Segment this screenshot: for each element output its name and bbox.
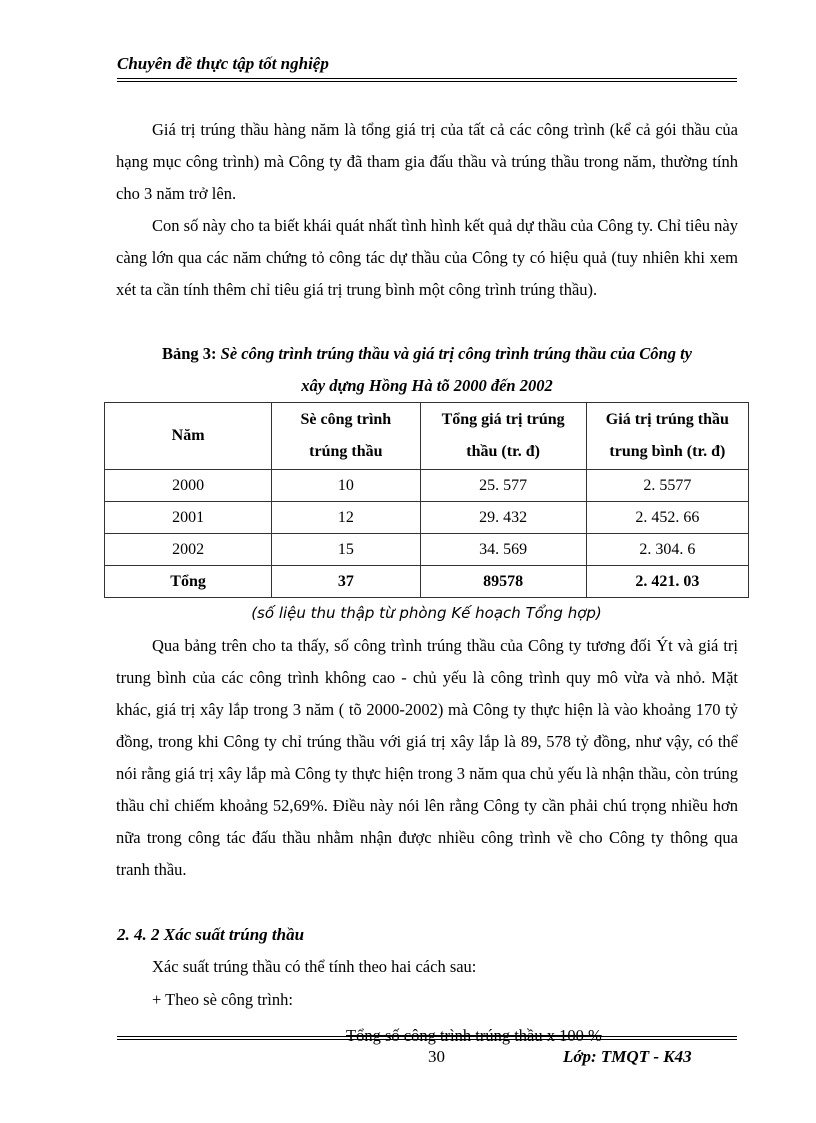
formula-numerator: Tổng số công trình trúng thầu x 100 % bbox=[346, 1026, 602, 1045]
cell-total-average: 2. 421. 03 bbox=[586, 566, 748, 598]
cell-average-value: 2. 452. 66 bbox=[586, 502, 748, 534]
cell-total-value: 34. 569 bbox=[420, 534, 586, 566]
cell-total-count: 37 bbox=[272, 566, 420, 598]
cell-total-label: Tổng bbox=[105, 566, 272, 598]
cell-count: 15 bbox=[272, 534, 420, 566]
page-number: 30 bbox=[428, 1047, 445, 1066]
cell-count: 12 bbox=[272, 502, 420, 534]
cell-average-value: 2. 304. 6 bbox=[586, 534, 748, 566]
table-source-note: (số liệu thu thập từ phòng Kế hoạch Tổng hợp) bbox=[251, 604, 602, 622]
header-average-value bbox=[586, 403, 748, 470]
document-header-title: Chuyên đề thực tập tốt nghiệp bbox=[117, 54, 329, 73]
table-row bbox=[105, 502, 749, 534]
cell-year: 2001 bbox=[105, 502, 272, 534]
header-year-label: Năm bbox=[171, 427, 205, 444]
cell-year: 2002 bbox=[105, 534, 272, 566]
header-year bbox=[105, 403, 272, 470]
header-total-value-label-2: thầu (tr. đ) bbox=[466, 443, 540, 460]
cell-year: 2000 bbox=[105, 470, 272, 502]
footer-rule bbox=[117, 1036, 737, 1040]
header-average-value-label-2: trung bình (tr. đ) bbox=[609, 443, 726, 460]
section-heading: 2. 4. 2 Xác suất trúng thầu bbox=[117, 925, 305, 944]
footer-class-label: Lớp: TMQT - K43 bbox=[563, 1047, 692, 1066]
paragraph-1: Giá trị trúng thầu hàng năm là tổng giá trị của tất cả các công trình (kể cả gói thầu của hạng mục công trình) mà Công ty đã tham gia đấu thầu và trúng thầu trong năm, thường tính cho 3 năm trở lên. bbox=[116, 120, 738, 203]
table-row bbox=[105, 470, 749, 502]
paragraph-2: Con số này cho ta biết khái quát nhất tình hình kết quả dự thầu của Công ty. Chỉ tiêu này càng lớn qua các năm chứng tỏ công tác dự thầu của Công ty có hiệu quả (tuy nhiên khi xem xét ta cần tính thêm chỉ tiêu giá trị trung bình một công trình trúng thầu). bbox=[116, 216, 738, 299]
table-caption bbox=[116, 338, 738, 370]
cell-average-value: 2. 5577 bbox=[586, 470, 748, 502]
table-total-row bbox=[105, 566, 749, 598]
cell-total-value: 25. 577 bbox=[420, 470, 586, 502]
cell-total-sum: 89578 bbox=[420, 566, 586, 598]
header-count-label-2: trúng thầu bbox=[309, 443, 383, 460]
header-total-value-label: Tổng giá trị trúng bbox=[441, 411, 565, 428]
header-count bbox=[272, 403, 420, 470]
table-header-row bbox=[105, 403, 749, 470]
header-total-value bbox=[420, 403, 586, 470]
cell-count: 10 bbox=[272, 470, 420, 502]
paragraph-3: Qua bảng trên cho ta thấy, số công trình trúng thầu của Công ty tương đối Ýt và giá trị trung bình của các công trình không cao - chủ yếu là công trình quy mô vừa và nhỏ. Mặt khác, giá trị xây lắp trong 3 năm ( tõ 2000-2002) mà Công ty thực hiện là vào khoảng 170 tỷ đồng, trong khi Công ty chỉ trúng thầu với giá trị xây lắp là 89, 578 tỷ đồng, như vậy, có thể nói rằng giá trị xây lắp mà Công ty thực hiện trong 3 năm qua chủ yếu là nhận thầu, còn trúng thầu chỉ chiếm khoảng 52,69%. Điều này nói lên rằng Công ty cần phải chú trọng nhiều hơn nữa trong công tác đấu thầu nhằm nhận được nhiều công trình về cho Công ty thông qua tranh thầu. bbox=[116, 636, 738, 879]
table-caption-line2: xây dựng Hồng Hà tõ 2000 đến 2002 bbox=[301, 376, 553, 395]
table-caption-label: Bảng 3: bbox=[161, 344, 217, 363]
table-caption-title: Sè công trình trúng thầu và giá trị công trình trúng thầu của Công ty bbox=[220, 344, 692, 363]
table-row bbox=[105, 534, 749, 566]
header-count-label: Sè công trình bbox=[300, 411, 392, 428]
bid-results-table bbox=[104, 402, 749, 598]
cell-total-value: 29. 432 bbox=[420, 502, 586, 534]
section-line-2: + Theo sè công trình: bbox=[152, 990, 293, 1009]
header-average-value-label: Giá trị trúng thầu bbox=[605, 411, 729, 428]
header-rule bbox=[117, 78, 737, 82]
section-line-1: Xác suất trúng thầu có thể tính theo hai cách sau: bbox=[152, 957, 477, 976]
